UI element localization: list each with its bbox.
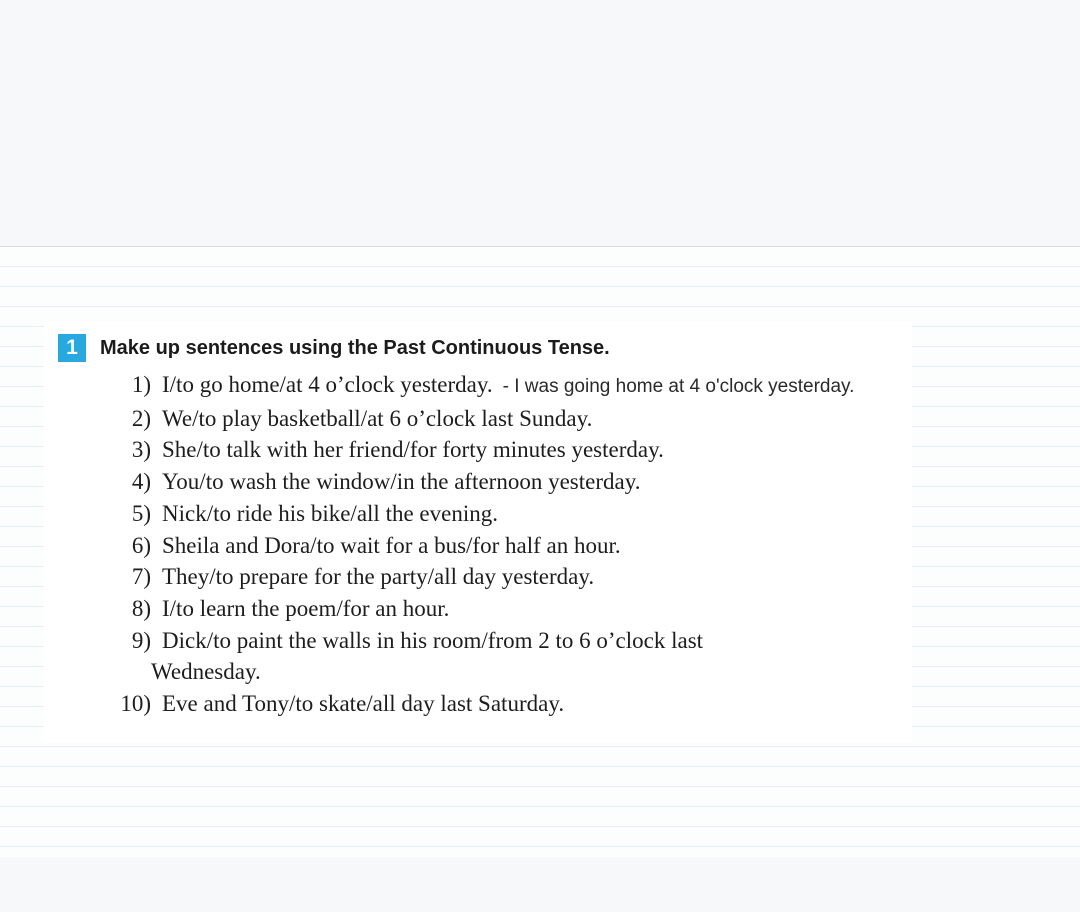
exercise-item-3 bbox=[94, 434, 1064, 466]
item-number: 7) bbox=[131, 564, 151, 590]
exercise-header bbox=[58, 334, 610, 362]
exercise-item-4 bbox=[94, 466, 1064, 498]
exercise-item-9 bbox=[94, 625, 1064, 657]
item-number: 5) bbox=[131, 500, 151, 526]
empty-top-area bbox=[0, 0, 1080, 246]
exercise-item-6 bbox=[94, 530, 1064, 562]
exercise-item-10 bbox=[94, 688, 1064, 720]
item-text: I/to learn the poem/for an hour. bbox=[162, 595, 450, 621]
exercise-number-badge: 1 bbox=[58, 334, 86, 362]
item-number: 9) bbox=[131, 627, 151, 653]
item-number: 6) bbox=[131, 532, 151, 558]
item-text: Dick/to paint the walls in his room/from 2 to 6 o’clock last bbox=[162, 627, 704, 653]
item-text: Sheila and Dora/to wait for a bus/for half an hour. bbox=[162, 532, 621, 558]
item-number: 3) bbox=[131, 437, 151, 463]
item-number: 4) bbox=[131, 469, 151, 495]
empty-bottom-area bbox=[0, 857, 1080, 912]
item-text: Eve and Tony/to skate/all day last Saturday. bbox=[162, 691, 565, 717]
item-number: 2) bbox=[131, 405, 151, 431]
exercise-item-5 bbox=[94, 498, 1064, 530]
exercise-item-7 bbox=[94, 561, 1064, 593]
exercise-item-1 bbox=[94, 369, 1064, 403]
item-text: I/to go home/at 4 o’clock yesterday. bbox=[162, 372, 493, 397]
exercise-list bbox=[94, 369, 1064, 720]
exercise-title: Make up sentences using the Past Continuous Tense. bbox=[100, 336, 610, 359]
item-number: 8) bbox=[131, 595, 151, 621]
exercise-item-2 bbox=[94, 403, 1064, 435]
typed-answer: - I was going home at 4 o'clock yesterday. bbox=[502, 376, 855, 397]
item-text: She/to talk with her friend/for forty minutes yesterday. bbox=[162, 437, 664, 463]
item-text: You/to wash the window/in the afternoon yesterday. bbox=[162, 469, 641, 495]
item-text: They/to prepare for the party/all day yesterday. bbox=[162, 564, 595, 590]
exercise-item-8 bbox=[94, 593, 1064, 625]
item-number: 10) bbox=[120, 691, 151, 717]
exercise-item-9-continuation bbox=[94, 656, 1064, 688]
item-number: 1) bbox=[131, 372, 151, 397]
item-text: Nick/to ride his bike/all the evening. bbox=[162, 500, 498, 526]
item-text: We/to play basketball/at 6 o’clock last Sunday. bbox=[162, 405, 593, 431]
item-text: Wednesday. bbox=[151, 659, 261, 685]
